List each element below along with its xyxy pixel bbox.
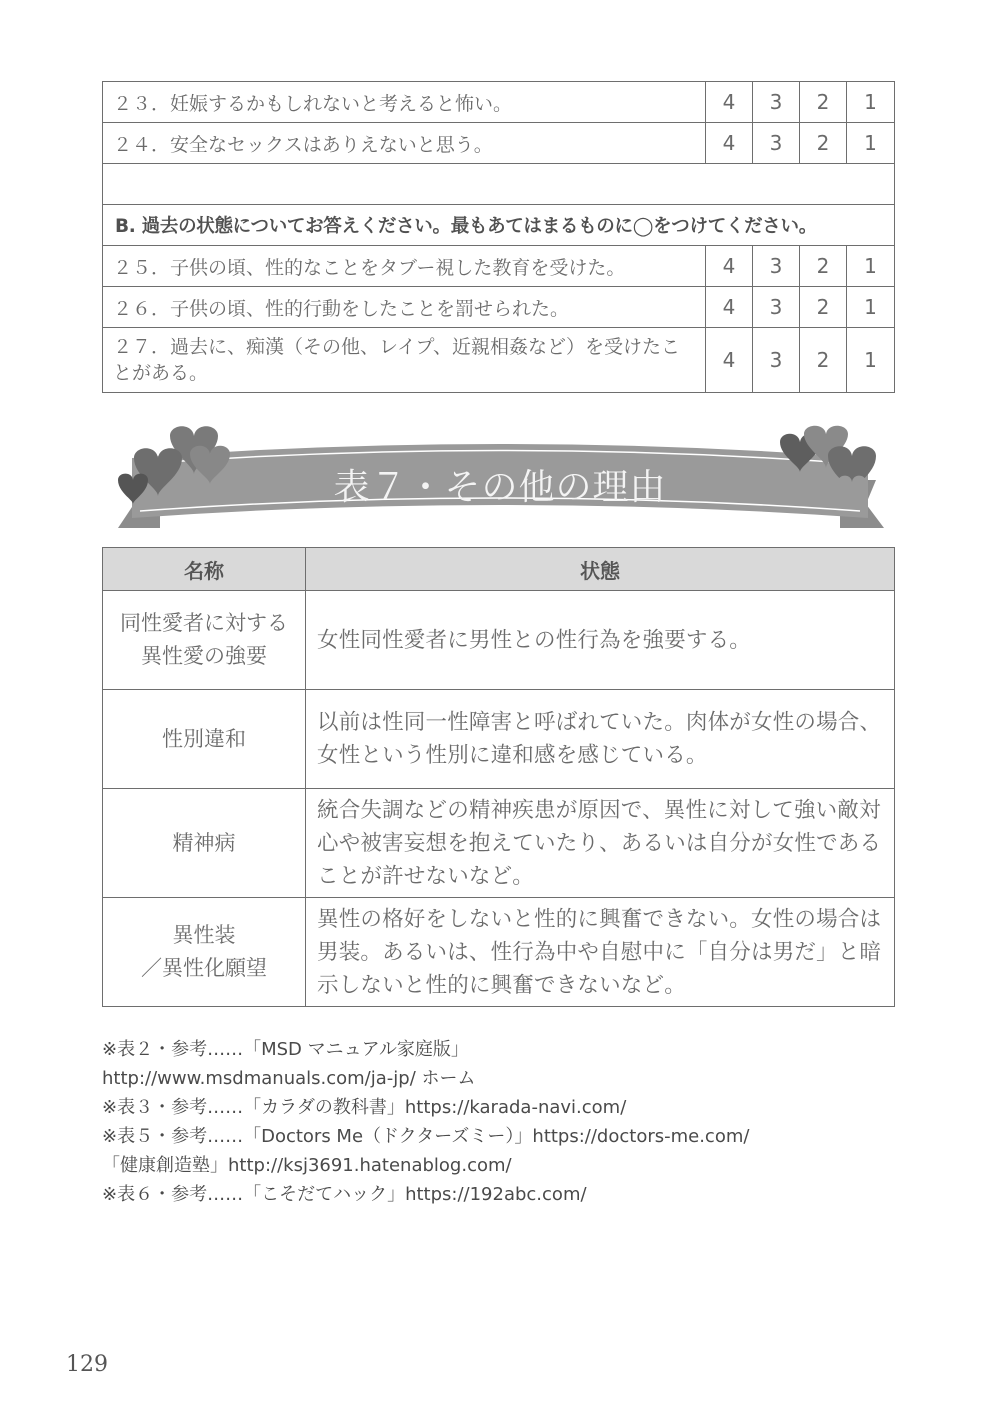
section-b-row <box>103 205 895 246</box>
score-1[interactable]: 1 <box>847 246 895 287</box>
reason-desc: 統合失調などの精神疾患が原因で、異性に対して強い敵対心や被害妄想を抱えていたり、あるいは自分が女性であることが許せないなど。 <box>306 789 895 898</box>
reference-line[interactable]: ※表５・参考……「Doctors Me（ドクターズミー）」https://doctors-me.com/ <box>102 1126 750 1147</box>
table-row <box>103 123 895 164</box>
table-row <box>103 328 895 393</box>
question-text: ２３．妊娠するかもしれないと考えると怖い。 <box>103 82 706 123</box>
reference-line: ※表２・参考……「MSD マニュアル家庭版」 <box>102 1039 469 1060</box>
table-row <box>103 690 895 789</box>
reason-name-line: 性別違和 <box>162 726 246 751</box>
reason-name-line: 同性愛者に対する <box>120 611 288 635</box>
score-4[interactable]: 4 <box>706 328 753 393</box>
reference-line[interactable]: 「健康創造塾」http://ksj3691.hatenablog.com/ <box>102 1155 512 1176</box>
references <box>102 1035 749 1209</box>
reference-line[interactable]: ※表３・参考……「カラダの教科書」https://karada-navi.com/ <box>102 1097 627 1118</box>
score-2[interactable]: 2 <box>800 123 847 164</box>
question-text: ２４．安全なセックスはありえないと思う。 <box>103 123 706 164</box>
reason-name-line: 精神病 <box>172 830 236 855</box>
score-4[interactable]: 4 <box>706 246 753 287</box>
table-row <box>103 246 895 287</box>
reasons-table <box>102 547 895 1007</box>
score-1[interactable]: 1 <box>847 82 895 123</box>
reason-name-line: 異性愛の強要 <box>141 644 267 668</box>
question-text: ２６．子供の頃、性的行動をしたことを罰せられた。 <box>103 287 706 328</box>
survey-table <box>102 81 895 393</box>
table-row <box>103 898 895 1007</box>
score-3[interactable]: 3 <box>753 123 800 164</box>
score-1[interactable]: 1 <box>847 328 895 393</box>
score-4[interactable]: 4 <box>706 123 753 164</box>
score-2[interactable]: 2 <box>800 328 847 393</box>
score-3[interactable]: 3 <box>753 328 800 393</box>
score-3[interactable]: 3 <box>753 287 800 328</box>
reason-name <box>103 898 306 1007</box>
score-4[interactable]: 4 <box>706 287 753 328</box>
reason-name <box>103 789 306 898</box>
empty-row <box>103 164 895 205</box>
score-2[interactable]: 2 <box>800 287 847 328</box>
section-banner <box>104 422 896 534</box>
reason-desc: 異性の格好をしないと性的に興奮できない。女性の場合は男装。あるいは、性行為中や自慰中に「自分は男だ」と暗示しないと性的に興奮できないなど。 <box>306 898 895 1007</box>
reason-desc: 女性同性愛者に男性との性行為を強要する。 <box>306 591 895 690</box>
score-4[interactable]: 4 <box>706 82 753 123</box>
score-2[interactable]: 2 <box>800 82 847 123</box>
reason-name <box>103 690 306 789</box>
empty-cell <box>103 164 895 205</box>
score-3[interactable]: 3 <box>753 82 800 123</box>
question-text: ２７．過去に、痴漢（その他、レイプ、近親相姦など）を受けたことがある。 <box>103 328 706 393</box>
column-header-name: 名称 <box>103 548 306 591</box>
section-b-heading: B. 過去の状態についてお答えください。最もあてはまるものに◯をつけてください。 <box>103 205 895 246</box>
reference-line[interactable]: http://www.msdmanuals.com/ja-jp/ ホーム <box>102 1068 476 1089</box>
reason-name <box>103 591 306 690</box>
reason-name-line: ／異性化願望 <box>141 956 267 980</box>
reference-line[interactable]: ※表６・参考……「こそだてハック」https://192abc.com/ <box>102 1184 587 1205</box>
score-1[interactable]: 1 <box>847 287 895 328</box>
score-2[interactable]: 2 <box>800 246 847 287</box>
table-row <box>103 82 895 123</box>
table-row <box>103 789 895 898</box>
table-row <box>103 287 895 328</box>
page-number: 129 <box>66 1352 108 1377</box>
reason-name-line: 異性装 <box>172 923 236 947</box>
score-3[interactable]: 3 <box>753 246 800 287</box>
banner-title: 表７・その他の理由 <box>333 467 667 508</box>
table-row <box>103 591 895 690</box>
reason-desc: 以前は性同一性障害と呼ばれていた。肉体が女性の場合、女性という性別に違和感を感じている。 <box>306 690 895 789</box>
score-1[interactable]: 1 <box>847 123 895 164</box>
question-text: ２５．子供の頃、性的なことをタブー視した教育を受けた。 <box>103 246 706 287</box>
column-header-state: 状態 <box>306 548 895 591</box>
table-header-row <box>103 548 895 591</box>
